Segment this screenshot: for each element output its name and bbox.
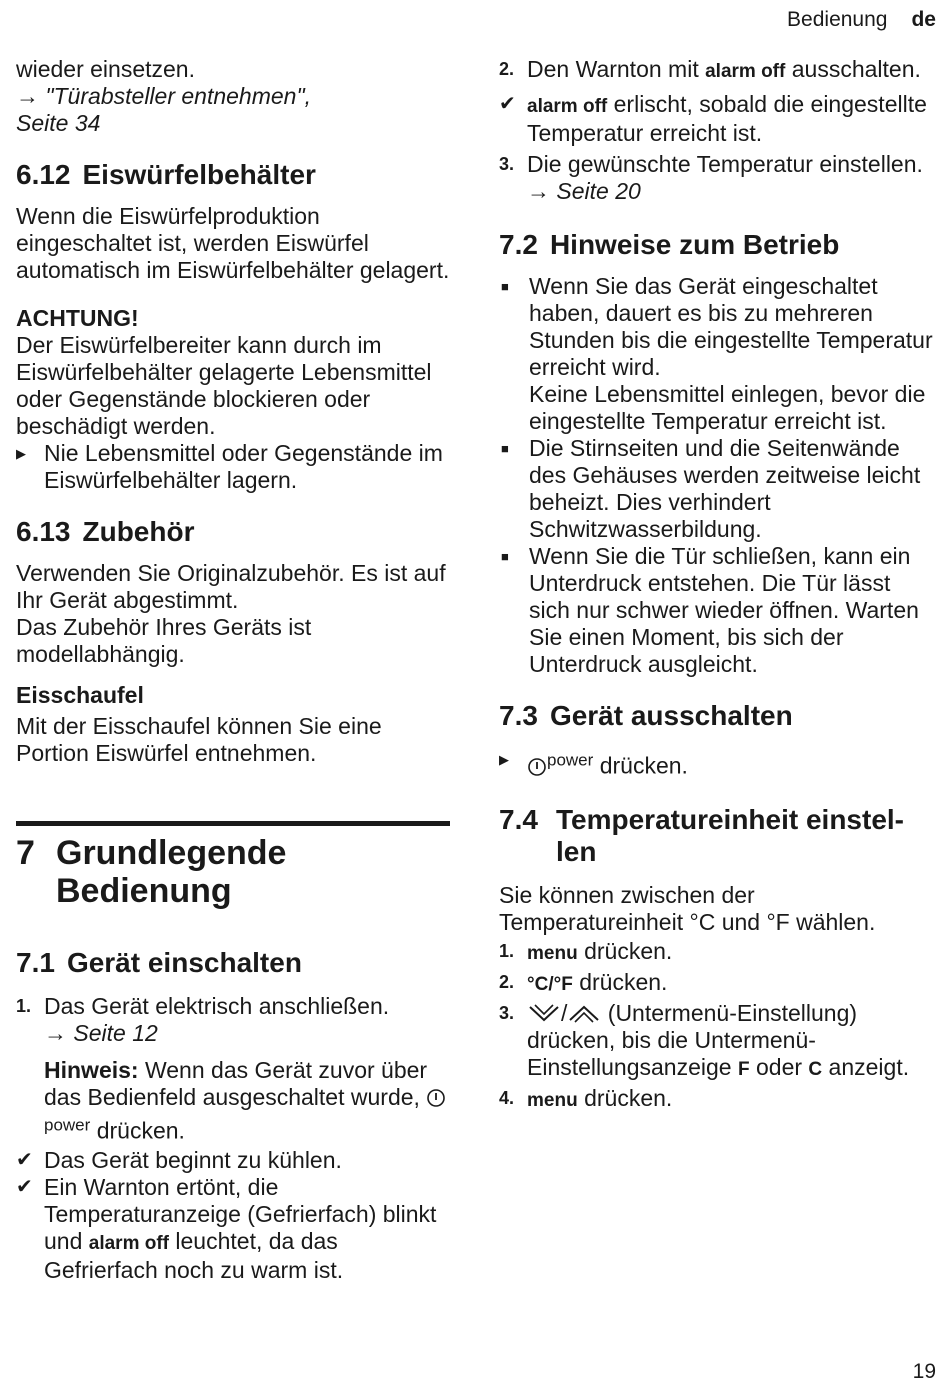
- warning-action: ▶ Nie Lebensmittel oder Gegenstände im Eiswürfelbehälter lagern.: [16, 440, 443, 493]
- list-item: ■ Wenn Sie das Gerät eingeschaltet haben, dauert es bis zu mehreren Stunden bis die eingestellte Temperatur erreicht wird. Keine Lebensmittel einlegen, bevor die eingestellte Temperatur erreicht ist.: [501, 273, 933, 434]
- page-reference[interactable]: → Seite 20: [527, 178, 641, 204]
- power-symbol: power: [44, 1084, 446, 1144]
- continued-text: wieder einsetzen.: [16, 56, 195, 82]
- chevron-down-icon: [527, 1002, 561, 1024]
- square-bullet-icon: ■: [501, 279, 509, 294]
- power-icon: [426, 1088, 446, 1108]
- body-text: Verwenden Sie Originalzubehör. Es ist auf Ihr Gerät abgestimmt.: [16, 560, 446, 613]
- section-heading-7-4: 7.4 Temperatureinheit einstel- len: [499, 803, 905, 867]
- checkmark-icon: ✔: [16, 1175, 33, 1198]
- section-heading-7-1: 7.1 Gerät einschalten: [16, 947, 302, 978]
- triangle-bullet-icon: ▶: [499, 752, 509, 767]
- step-1: 1. Das Gerät elektrisch anschließen. → Seite 12: [16, 993, 390, 1046]
- section-heading-6-13: 6.13 Zubehör: [16, 516, 195, 547]
- chevron-up-icon: [567, 1002, 601, 1024]
- square-bullet-icon: ■: [501, 441, 509, 456]
- list-item: ■ Wenn Sie die Tür schließen, kann ein Unterdruck entstehen. Die Tür lässt sich nur schwer wieder öffnen. Warten Sie einen Moment, bis sich der Unterdruck ausgleicht.: [501, 543, 919, 677]
- warning-title: ACHTUNG!: [16, 305, 139, 331]
- right-column: [499, 56, 937, 1114]
- result-alarm: ✔ alarm off erlischt, sobald die eingestellte Temperatur erreicht ist.: [499, 91, 927, 146]
- arrow-right-icon: →: [527, 178, 550, 204]
- triangle-bullet-icon: ▶: [16, 446, 26, 461]
- result-1: ✔ Das Gerät beginnt zu kühlen.: [16, 1146, 342, 1173]
- section-heading-7-3: 7.3 Gerät ausschalten: [499, 700, 793, 731]
- step-1: 1. menu drücken.: [499, 937, 673, 964]
- power-symbol: power: [527, 753, 593, 779]
- f-indicator: F: [737, 1058, 750, 1080]
- body-text: Sie können zwischen der Temperatureinheit °C und °F wählen.: [499, 881, 876, 935]
- step-2: 2. Den Warnton mit alarm off ausschalten.: [499, 56, 921, 82]
- cross-reference[interactable]: → "Türabsteller entnehmen", Seite 34: [16, 83, 312, 136]
- square-bullet-icon: ■: [501, 549, 509, 564]
- arrow-right-icon: →: [16, 83, 39, 109]
- result-2: ✔ Ein Warnton ertönt, die Temperaturanzeige (Gefrierfach) blinkt und alarm off leuchtet, da das Gefrierfach noch zu warm ist.: [16, 1173, 437, 1283]
- warning-text: Der Eiswürfelbereiter kann durch im Eiswürfelbehälter gelagerte Lebensmittel oder Gegenstände blockieren oder beschädigt werden.: [16, 332, 432, 439]
- step-3: 3. / (Untermenü-Einstellung) drücken, bis die Untermenü-Einstellungsanzeige F oder C anzeigt.: [499, 999, 910, 1080]
- page-number: 19: [912, 1360, 936, 1383]
- list-item: ■ Die Stirnseiten und die Seitenwände des Gehäuses werden zeitweise leicht beheizt. Dies verhindert Schwitzwasserbildung.: [501, 435, 921, 542]
- page-reference[interactable]: → Seite 12: [44, 1020, 158, 1046]
- chapter-heading-7: 7 Grundlegende Bedienung: [16, 821, 450, 910]
- alarm-off-label: alarm off: [705, 61, 786, 82]
- checkmark-icon: ✔: [16, 1148, 33, 1171]
- body-text: Das Zubehör Ihres Geräts ist modellabhängig.: [16, 614, 312, 667]
- arrow-right-icon: →: [44, 1020, 67, 1046]
- step-2: 2. °C/°F drücken.: [499, 968, 668, 995]
- header-language: de: [911, 8, 936, 31]
- unit-label: °C/°F: [527, 973, 573, 995]
- alarm-off-label: alarm off: [527, 96, 608, 117]
- power-icon: [527, 757, 547, 777]
- step-4: 4. menu drücken.: [499, 1084, 673, 1111]
- header-section: Bedienung: [787, 8, 888, 31]
- power-off-action: ▶ $^{power}$ drücken.: [499, 746, 937, 780]
- c-indicator: C: [808, 1058, 823, 1080]
- alarm-off-label: alarm off: [88, 1232, 170, 1254]
- section-heading-6-12: 6.12 Eiswürfelbehälter: [16, 159, 316, 190]
- section-heading-7-2: 7.2 Hinweise zum Betrieb: [499, 229, 840, 260]
- step-3: 3. Die gewünschte Temperatur einstellen. → Seite 20: [499, 151, 923, 204]
- menu-label: menu: [527, 1089, 578, 1111]
- left-column: [16, 56, 450, 1284]
- checkmark-icon: ✔: [499, 93, 516, 115]
- running-header: [787, 8, 936, 32]
- body-text: Mit der Eisschaufel können Sie eine Portion Eiswürfel entnehmen.: [16, 713, 382, 766]
- sub-heading: Eisschaufel: [16, 682, 144, 708]
- hint-note: Hinweis: Wenn das Gerät zuvor über das Bedienfeld ausgeschaltet wurde, $^{power}$ drücken.: [16, 1057, 450, 1145]
- menu-label: menu: [527, 942, 578, 964]
- body-text: Wenn die Eiswürfelproduktion eingeschaltet ist, werden Eiswürfel automatisch im Eiswürfelbehälter gelagert.: [16, 203, 450, 283]
